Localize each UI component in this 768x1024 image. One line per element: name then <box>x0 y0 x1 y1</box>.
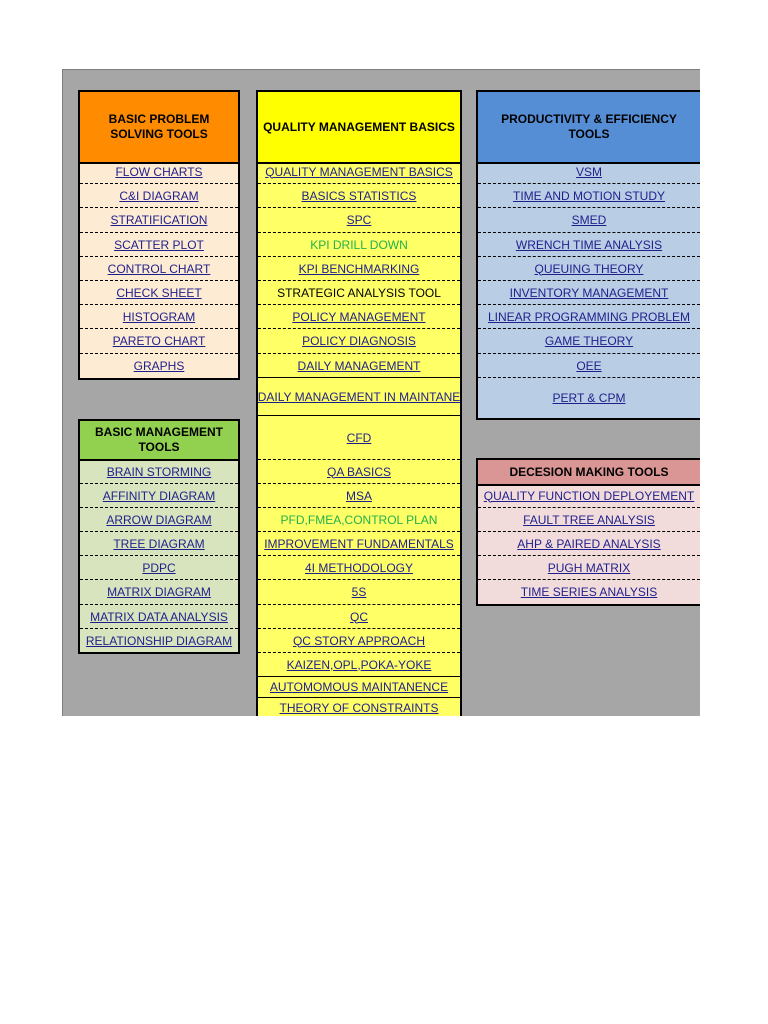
link-qc[interactable] <box>258 605 460 629</box>
link-oee[interactable] <box>478 354 700 378</box>
productivity-efficiency-panel <box>476 90 700 420</box>
link-label: PUGH MATRIX <box>547 560 631 575</box>
link-basics-statistics[interactable] <box>258 184 460 208</box>
link-brain-storming[interactable] <box>80 460 238 484</box>
basic-management-panel <box>78 419 240 654</box>
link-relationship-diagram[interactable] <box>80 629 238 653</box>
link-c-i-diagram[interactable] <box>80 184 238 208</box>
link-pfd-fmea-control-plan[interactable] <box>258 508 460 532</box>
link-kaizen-opl-poka-yoke[interactable] <box>258 653 460 677</box>
link-graphs[interactable] <box>80 354 238 378</box>
spreadsheet-area <box>62 69 700 716</box>
link-pdpc[interactable] <box>80 556 238 580</box>
link-label: FAULT TREE ANALYSIS <box>523 512 655 527</box>
link-label: KPI DRILL DOWN <box>310 237 408 252</box>
link-4i-methodology[interactable] <box>258 556 460 580</box>
link-label: QA BASICS <box>326 464 392 479</box>
link-quality-management-basics[interactable] <box>258 160 460 184</box>
link-policy-management[interactable] <box>258 305 460 329</box>
link-smed[interactable] <box>478 208 700 233</box>
link-label: BRAIN STORMING <box>106 464 212 479</box>
basic-problem-solving-panel <box>78 90 240 380</box>
link-label: PARETO CHART <box>112 334 206 348</box>
link-label: SPC <box>346 213 372 227</box>
link-label: MATRIX DATA ANALYSIS <box>90 609 228 624</box>
link-kpi-drill-down[interactable] <box>258 233 460 257</box>
link-label: MATRIX DIAGRAM <box>107 585 211 599</box>
link-label: DAILY MANAGEMENT IN MAINTANE <box>258 389 460 404</box>
link-qc-story-approach[interactable] <box>258 629 460 653</box>
productivity-efficiency-header: PRODUCTIVITY & EFFICIENCY TOOLS <box>478 92 700 164</box>
link-label: STRATIFICATION <box>110 213 208 227</box>
link-label: HISTOGRAM <box>122 309 196 324</box>
decision-making-header: DECESION MAKING TOOLS <box>478 460 700 486</box>
link-tree-diagram[interactable] <box>80 532 238 556</box>
decision-making-panel <box>476 458 700 606</box>
link-linear-programming-problem[interactable] <box>478 305 700 329</box>
link-label: CONTROL CHART <box>107 261 211 276</box>
link-label: TREE DIAGRAM <box>113 536 205 551</box>
link-label: GAME THEORY <box>544 334 634 348</box>
link-pareto-chart[interactable] <box>80 329 238 354</box>
link-label: OEE <box>576 358 602 373</box>
link-ahp-paired-analysis[interactable] <box>478 532 700 556</box>
link-pugh-matrix[interactable] <box>478 556 700 580</box>
link-label: ARROW DIAGRAM <box>106 512 212 527</box>
link-check-sheet[interactable] <box>80 281 238 305</box>
link-histogram[interactable] <box>80 305 238 329</box>
link-label: MSA <box>345 488 372 503</box>
link-label: GRAPHS <box>133 359 185 373</box>
link-wrench-time-analysis[interactable] <box>478 233 700 257</box>
link-strategic-analysis-tool[interactable] <box>258 281 460 305</box>
link-label: PFD,FMEA,CONTROL PLAN <box>280 512 438 527</box>
link-control-chart[interactable] <box>80 257 238 281</box>
link-improvement-fundamentals[interactable] <box>258 532 460 556</box>
link-label: VSM <box>575 164 602 179</box>
link-stratification[interactable] <box>80 208 238 233</box>
link-label: POLICY DIAGNOSIS <box>302 334 416 348</box>
link-label: TIME AND MOTION STUDY <box>512 188 665 203</box>
link-pert-cpm[interactable] <box>478 378 700 418</box>
link-label: KPI BENCHMARKING <box>298 261 420 276</box>
link-time-and-motion-study[interactable] <box>478 184 700 208</box>
link-label: QUALITY FUNCTION DEPLOYEMENT <box>483 488 695 503</box>
link-daily-management-in-maintane[interactable] <box>258 378 460 416</box>
quality-management-header: QUALITY MANAGEMENT BASICS <box>258 92 460 164</box>
link-automomous-maintanence[interactable] <box>258 677 460 698</box>
link-label: POLICY MANAGEMENT <box>292 309 426 324</box>
link-qa-basics[interactable] <box>258 460 460 484</box>
basic-problem-solving-header: BASIC PROBLEM SOLVING TOOLS <box>80 92 238 164</box>
link-label: C&I DIAGRAM <box>119 188 199 203</box>
link-time-series-analysis[interactable] <box>478 580 700 604</box>
link-label: INVENTORY MANAGEMENT <box>509 285 669 300</box>
link-daily-management[interactable] <box>258 354 460 378</box>
link-label: TIME SERIES ANALYSIS <box>520 585 658 599</box>
link-label: SCATTER PLOT <box>114 237 204 252</box>
link-label: AHP & PAIRED ANALYSIS <box>517 536 661 551</box>
link-label: SMED <box>571 213 607 227</box>
link-label: AUTOMOMOUS MAINTANENCE <box>269 680 449 694</box>
link-label: QC STORY APPROACH <box>292 633 426 648</box>
link-matrix-diagram[interactable] <box>80 580 238 605</box>
link-scatter-plot[interactable] <box>80 233 238 257</box>
link-label: THEORY OF CONSTRAINTS <box>279 701 439 715</box>
link-label: KAIZEN,OPL,POKA-YOKE <box>286 657 432 672</box>
link-theory-of-constraints[interactable] <box>258 698 460 716</box>
link-label: IMPROVEMENT FUNDAMENTALS <box>264 536 454 551</box>
link-label: RELATIONSHIP DIAGRAM <box>85 634 233 648</box>
link-label: BASICS STATISTICS <box>301 188 417 203</box>
link-label: 5S <box>351 585 367 599</box>
link-label: QUALITY MANAGEMENT BASICS <box>265 164 453 179</box>
link-policy-diagnosis[interactable] <box>258 329 460 354</box>
link-vsm[interactable] <box>478 160 700 184</box>
link-label: CHECK SHEET <box>116 285 202 300</box>
link-fault-tree-analysis[interactable] <box>478 508 700 532</box>
link-spc[interactable] <box>258 208 460 233</box>
link-label: LINEAR PROGRAMMING PROBLEM <box>487 309 691 324</box>
link-label: PERT & CPM <box>552 391 626 405</box>
link-flow-charts[interactable] <box>80 160 238 184</box>
basic-management-header: BASIC MANAGEMENT TOOLS <box>80 421 238 461</box>
link-matrix-data-analysis[interactable] <box>80 605 238 629</box>
link-label: WRENCH TIME ANALYSIS <box>515 237 663 252</box>
link-label: QC <box>350 609 368 624</box>
link-label: FLOW CHARTS <box>115 164 203 179</box>
link-label: QUEUING THEORY <box>534 261 644 276</box>
link-queuing-theory[interactable] <box>478 257 700 281</box>
link-cfd[interactable] <box>258 416 460 460</box>
link-label: PDPC <box>142 560 176 575</box>
link-arrow-diagram[interactable] <box>80 508 238 532</box>
link-label: 4I METHODOLOGY <box>304 560 414 575</box>
link-kpi-benchmarking[interactable] <box>258 257 460 281</box>
link-5s[interactable] <box>258 580 460 605</box>
link-affinity-diagram[interactable] <box>80 484 238 508</box>
link-label: STRATEGIC ANALYSIS TOOL <box>277 285 441 300</box>
quality-management-panel <box>256 90 462 716</box>
link-label: AFFINITY DIAGRAM <box>102 488 216 503</box>
link-label: DAILY MANAGEMENT <box>297 358 421 373</box>
link-msa[interactable] <box>258 484 460 508</box>
link-inventory-management[interactable] <box>478 281 700 305</box>
link-quality-function-deployement[interactable] <box>478 484 700 508</box>
link-game-theory[interactable] <box>478 329 700 354</box>
link-label: CFD <box>346 430 372 445</box>
